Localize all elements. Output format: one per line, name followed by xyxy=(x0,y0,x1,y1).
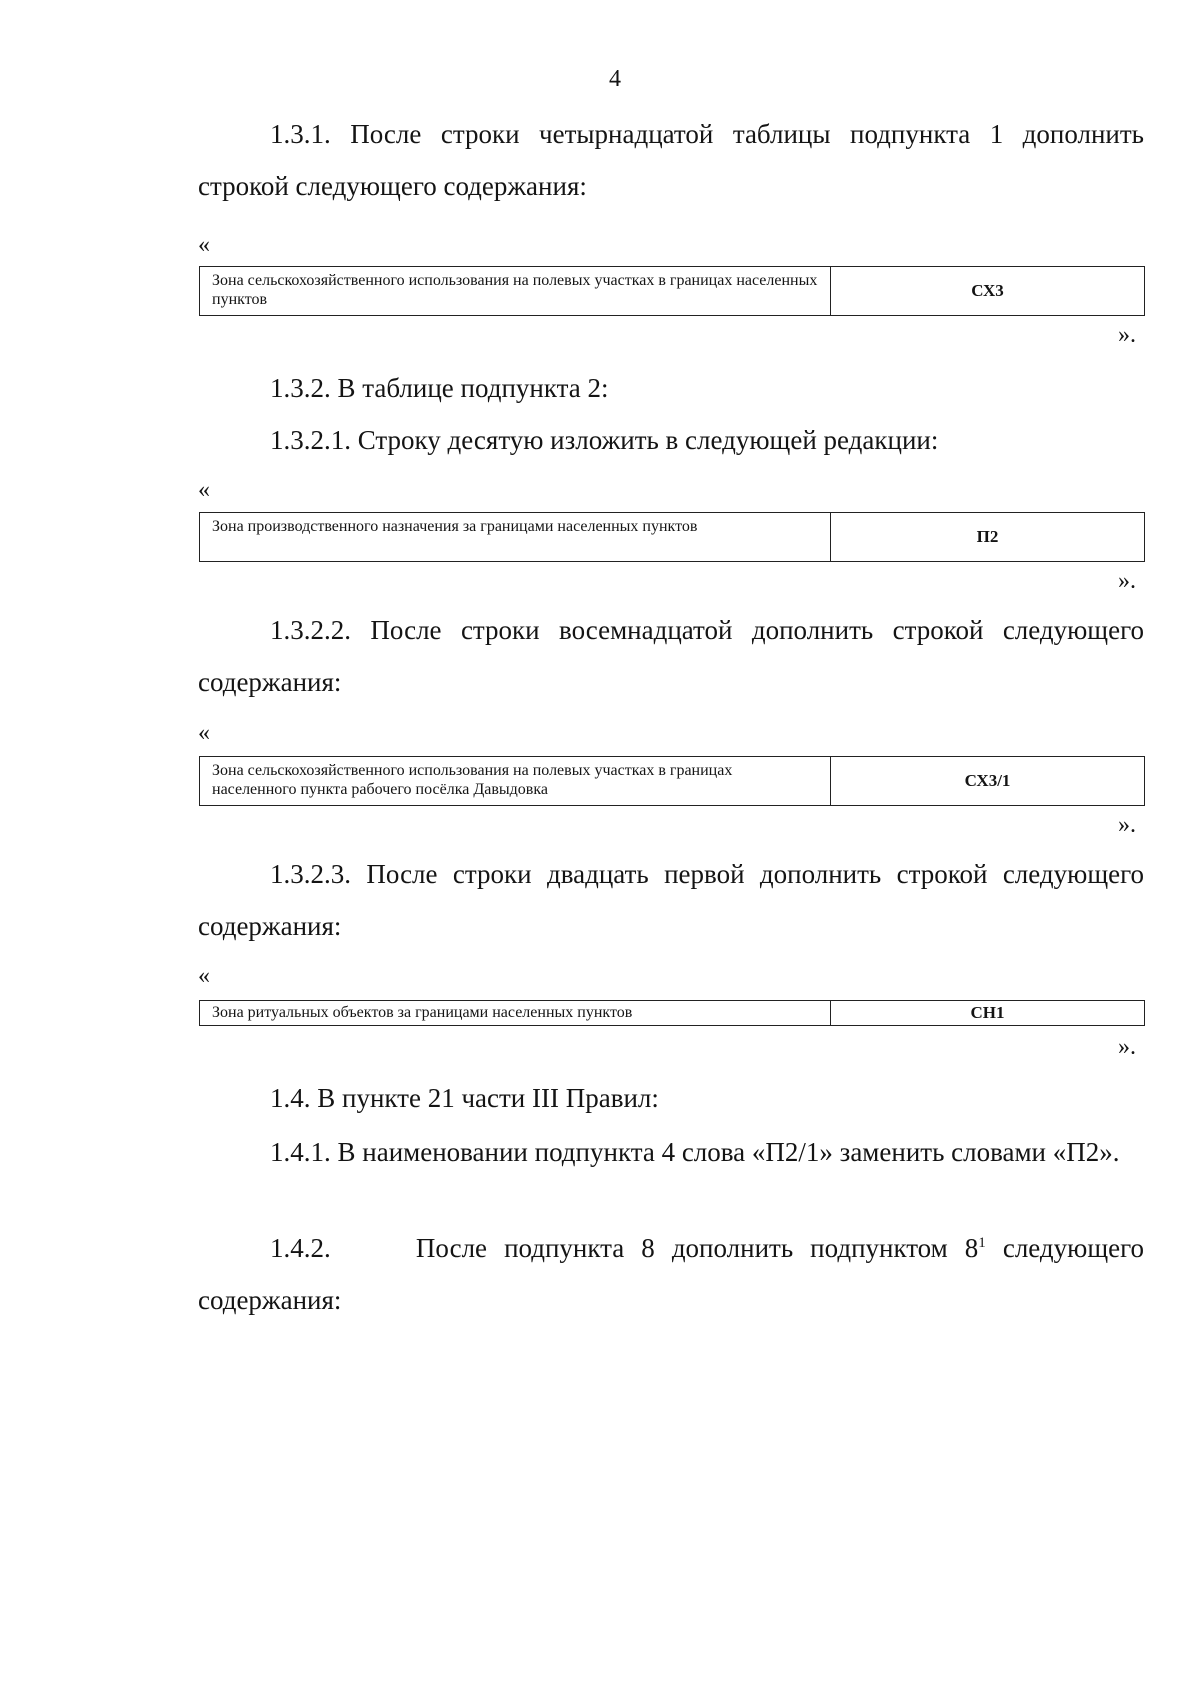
open-quote: « xyxy=(198,477,210,503)
open-quote: « xyxy=(198,963,210,989)
paragraph-1-3-2-1 xyxy=(198,414,1144,466)
page-number: 4 xyxy=(609,66,621,92)
paragraph-1-3-2-2-text: 1.3.2.2. После строки восемнадцатой дополнить строкой следующего содержания: xyxy=(198,615,1144,697)
superscript-number: 1 xyxy=(978,1235,986,1251)
close-quote: ». xyxy=(1118,322,1136,348)
close-quote: ». xyxy=(1118,812,1136,838)
paragraph-1-3-1 xyxy=(198,108,1144,212)
paragraph-1-4-1 xyxy=(198,1126,1144,1178)
close-quote: ». xyxy=(1118,568,1136,594)
paragraph-1-3-1-text: 1.3.1. После строки четырнадцатой таблицы подпункта 1 дополнить строкой следующего содержания: xyxy=(198,119,1144,201)
amendment-table-4 xyxy=(199,1000,1145,1026)
paragraph-1-4 xyxy=(198,1072,1144,1124)
zone-code-cell: СХ3/1 xyxy=(964,771,1011,790)
paragraph-1-4-1-text: 1.4.1. В наименовании подпункта 4 слова «П2/1» заменить словами «П2». xyxy=(270,1137,1120,1167)
paragraph-1-3-2-2 xyxy=(198,604,1144,708)
zone-name-cell: Зона сельскохозяйственного использования на полевых участках в границах населенного пункта рабочего посёлка Давыдовка xyxy=(200,757,831,805)
paragraph-1-4-2 xyxy=(198,1222,1151,1326)
close-quote: ». xyxy=(1118,1034,1136,1060)
paragraph-1-3-2-text: 1.3.2. В таблице подпункта 2: xyxy=(270,373,609,403)
amendment-table-3 xyxy=(199,756,1145,806)
zone-code-cell: П2 xyxy=(976,527,999,546)
paragraph-1-4-2-text: 1.4.2. После подпункта 8 дополнить подпунктом 8 xyxy=(270,1233,979,1263)
zone-name-cell: Зона сельскохозяйственного использования на полевых участках в границах населенных пунктов xyxy=(200,267,831,315)
paragraph-1-3-2-3-text: 1.3.2.3. После строки двадцать первой дополнить строкой следующего содержания: xyxy=(198,859,1144,941)
open-quote: « xyxy=(198,232,210,258)
paragraph-1-4-text: 1.4. В пункте 21 части III Правил: xyxy=(270,1083,659,1113)
paragraph-1-3-2-3 xyxy=(198,848,1144,952)
paragraph-1-4-2-text-end: следующего содержания: xyxy=(198,1233,1151,1315)
zone-code-cell: СН1 xyxy=(970,1003,1005,1022)
amendment-table-2 xyxy=(199,512,1145,562)
zone-name-cell: Зона производственного назначения за границами населенных пунктов xyxy=(200,513,831,561)
zone-name-cell: Зона ритуальных объектов за границами населенных пунктов xyxy=(200,1001,831,1025)
zone-code-cell: СХ3 xyxy=(971,281,1004,300)
open-quote: « xyxy=(198,720,210,746)
amendment-table-1 xyxy=(199,266,1145,316)
paragraph-1-3-2-1-text: 1.3.2.1. Строку десятую изложить в следующей редакции: xyxy=(270,425,939,455)
paragraph-1-3-2 xyxy=(198,362,1144,414)
